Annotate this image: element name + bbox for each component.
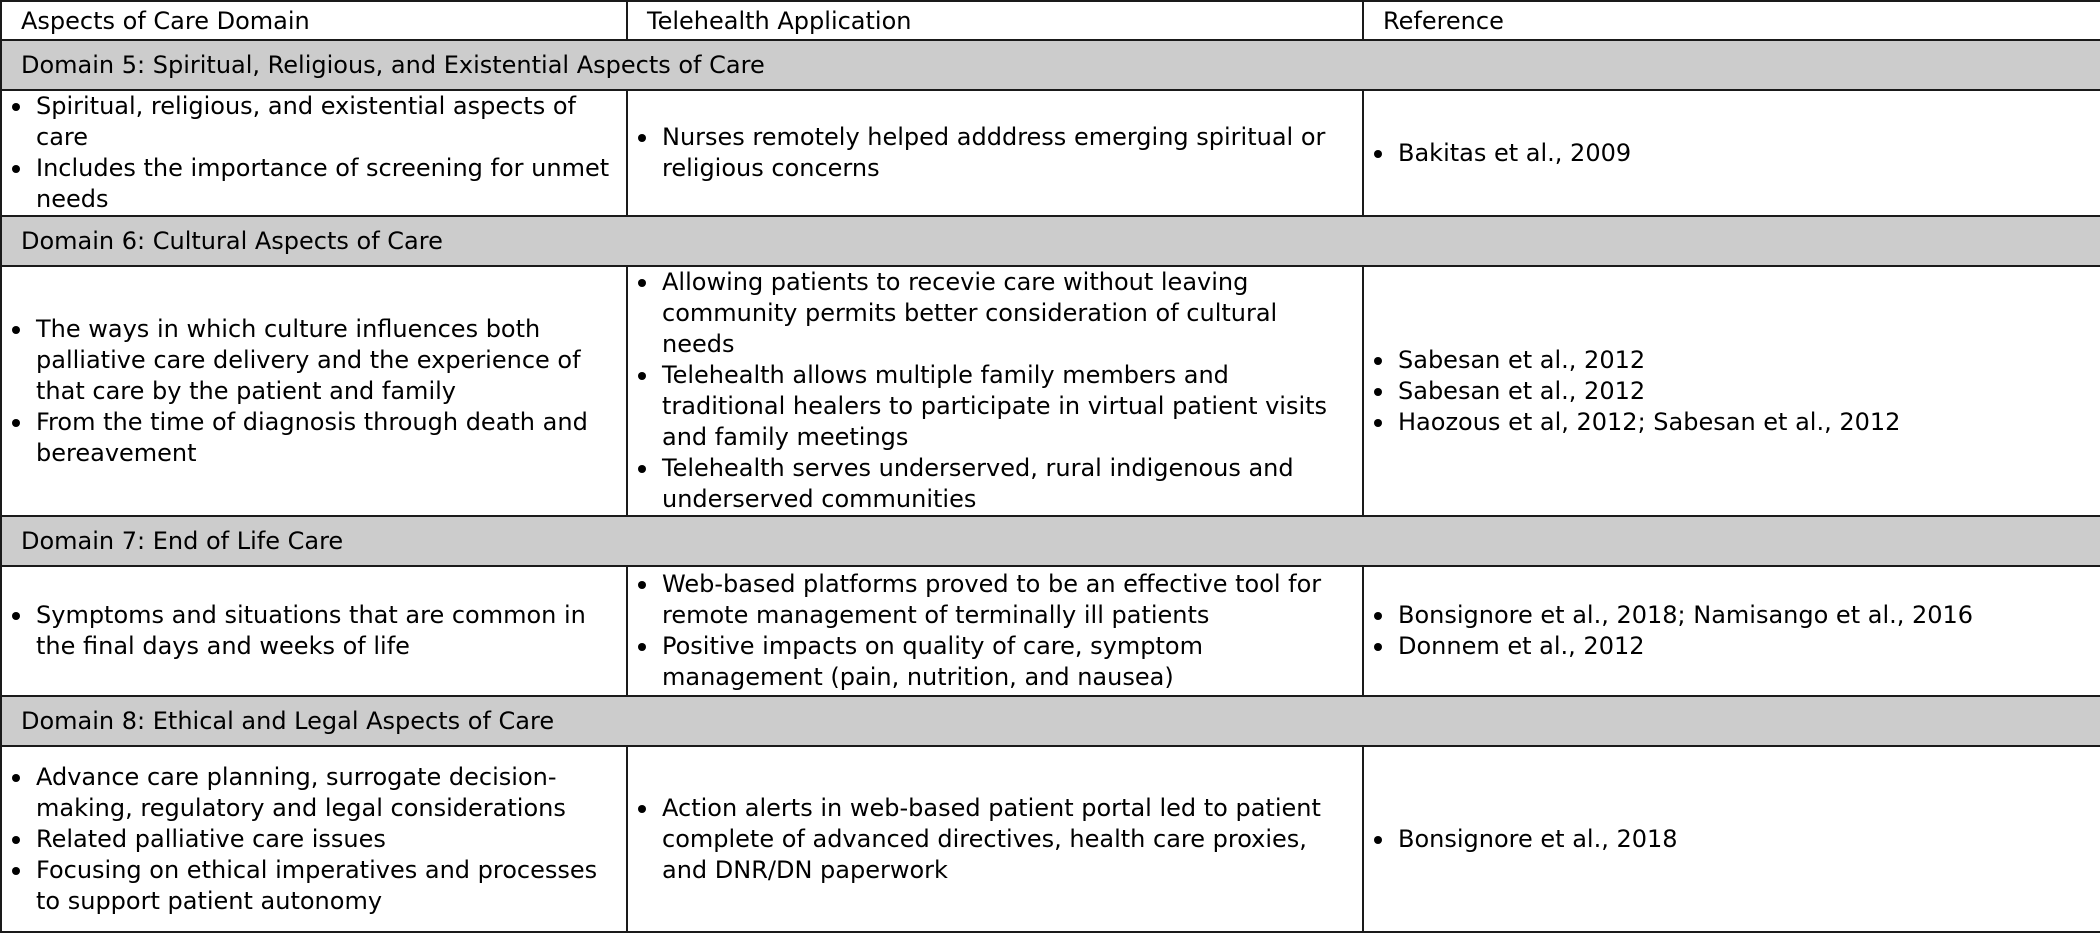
aspects-list [21,600,616,662]
domain-heading-row [1,40,2100,90]
list-item: The ways in which culture influences both palliative care delivery and the experience of that care by the patient and family [21,314,616,407]
reference-list [1383,138,2090,169]
header-reference: Reference [1363,1,2100,40]
list-item: Symptoms and situations that are common in the final days and weeks of life [21,600,616,662]
list-item: Positive impacts on quality of care, symptom management (pain, nutrition, and nausea) [647,631,1352,693]
reference-list [1383,600,2090,662]
application-list [647,267,1352,515]
aspects-list [21,91,616,215]
aspects-cell [1,746,627,932]
list-item: Telehealth allows multiple family members and traditional healers to participate in virtual patient visits and family meetings [647,360,1352,453]
list-item: From the time of diagnosis through death and bereavement [21,407,616,469]
table-row [1,90,2100,216]
table-row [1,746,2100,932]
reference-cell [1363,566,2100,696]
list-item: Bonsignore et al., 2018; Namisango et al., 2016 [1383,600,2090,631]
list-item: Focusing on ethical imperatives and processes to support patient autonomy [21,855,616,917]
list-item: Nurses remotely helped adddress emerging spiritual or religious concerns [647,122,1352,184]
reference-cell [1363,746,2100,932]
list-item: Bonsignore et al., 2018 [1383,824,2090,855]
list-item: Advance care planning, surrogate decision-making, regulatory and legal considerations [21,762,616,824]
application-list [647,122,1352,184]
aspects-cell [1,90,627,216]
domain-title: Domain 8: Ethical and Legal Aspects of Care [1,696,2100,746]
list-item: Includes the importance of screening for unmet needs [21,153,616,215]
application-cell [627,90,1363,216]
table-row [1,566,2100,696]
list-item: Haozous et al, 2012; Sabesan et al., 2012 [1383,407,2090,438]
aspects-cell [1,266,627,516]
header-row [1,1,2100,40]
list-item: Spiritual, religious, and existential aspects of care [21,91,616,153]
domain-title: Domain 7: End of Life Care [1,516,2100,566]
domain-heading-row [1,516,2100,566]
list-item: Telehealth serves underserved, rural indigenous and underserved communities [647,453,1352,515]
list-item: Web-based platforms proved to be an effective tool for remote management of terminally ill patients [647,569,1352,631]
aspects-list [21,762,616,917]
reference-list [1383,345,2090,438]
application-list [647,569,1352,693]
header-application: Telehealth Application [627,1,1363,40]
header-aspects: Aspects of Care Domain [1,1,627,40]
reference-list [1383,824,2090,855]
application-cell [627,566,1363,696]
domain-title: Domain 6: Cultural Aspects of Care [1,216,2100,266]
domain-title: Domain 5: Spiritual, Religious, and Existential Aspects of Care [1,40,2100,90]
domain-heading-row [1,696,2100,746]
list-item: Related palliative care issues [21,824,616,855]
application-list [647,793,1352,886]
reference-cell [1363,90,2100,216]
aspects-list [21,314,616,469]
table-row [1,266,2100,516]
list-item: Bakitas et al., 2009 [1383,138,2090,169]
application-cell [627,266,1363,516]
list-item: Sabesan et al., 2012 [1383,376,2090,407]
list-item: Sabesan et al., 2012 [1383,345,2090,376]
list-item: Donnem et al., 2012 [1383,631,2090,662]
list-item: Allowing patients to recevie care without leaving community permits better consideration of cultural needs [647,267,1352,360]
application-cell [627,746,1363,932]
list-item: Action alerts in web-based patient portal led to patient complete of advanced directives, health care proxies, and DNR/DN paperwork [647,793,1352,886]
domain-heading-row [1,216,2100,266]
aspects-cell [1,566,627,696]
reference-cell [1363,266,2100,516]
